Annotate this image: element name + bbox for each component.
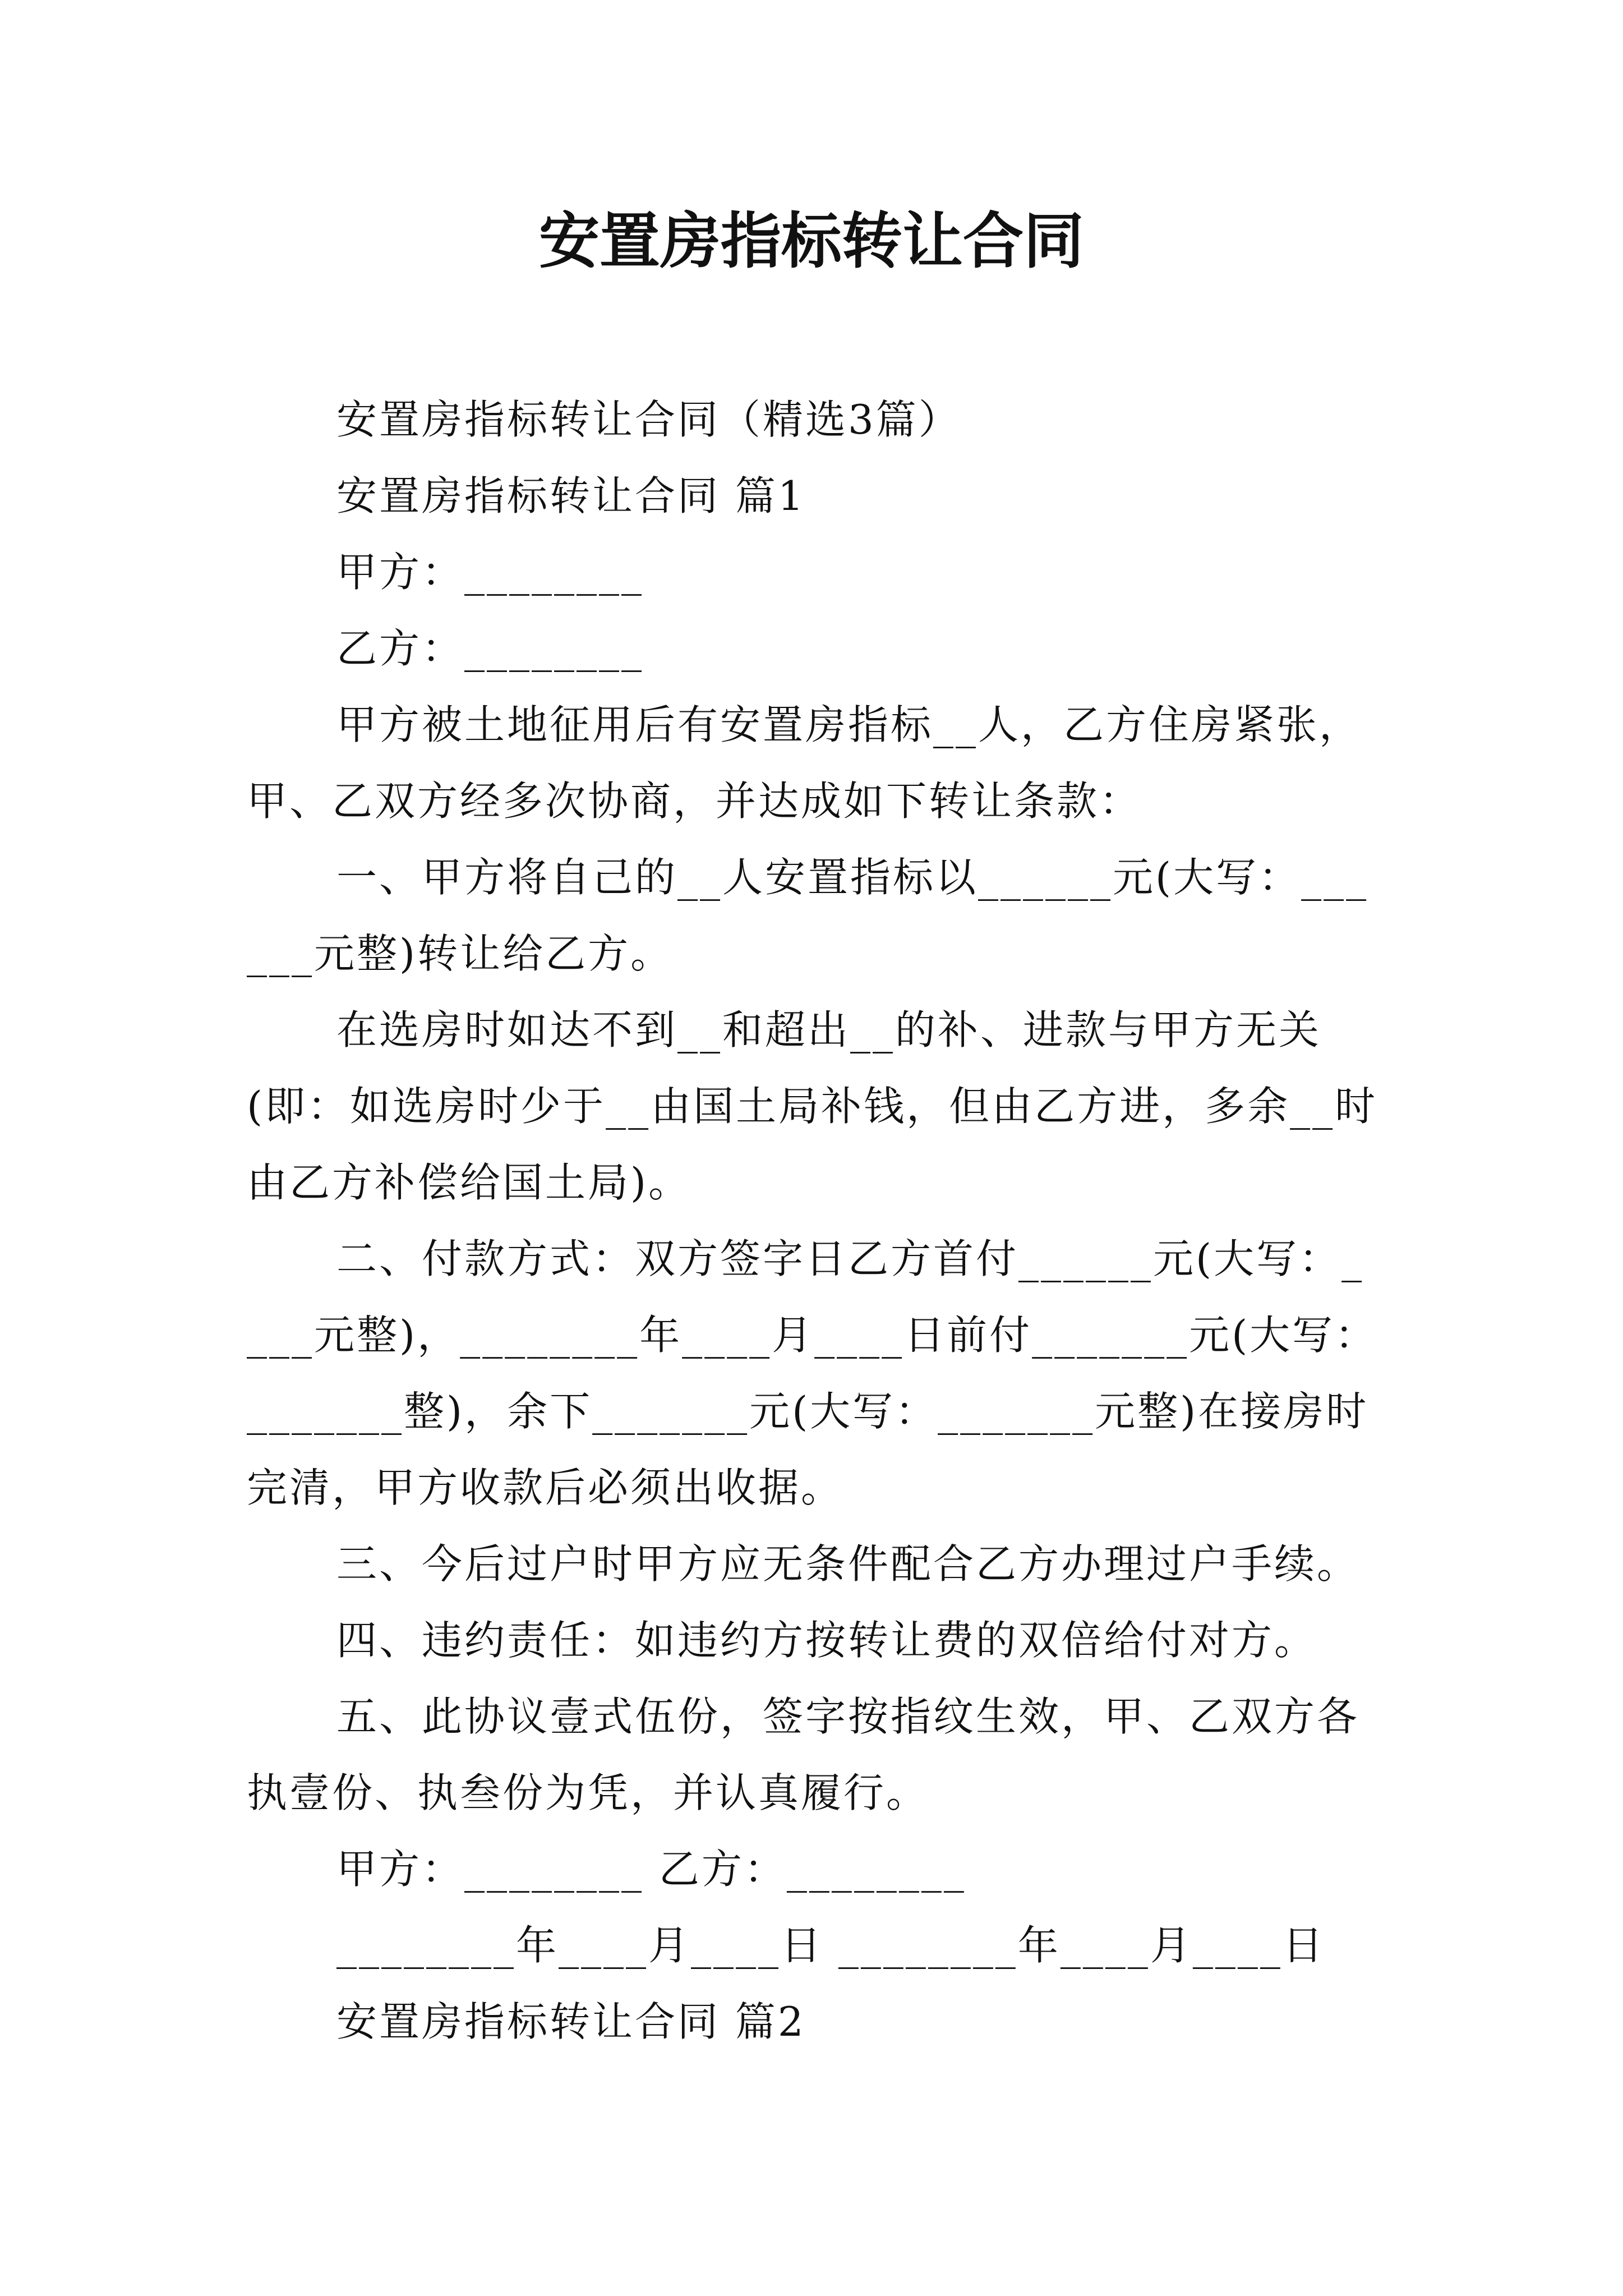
section-heading: 安置房指标转让合同 篇2 bbox=[336, 1998, 806, 2045]
paragraph: 甲方被土地征用后有安置房指标__人，乙方住房紧张，甲、乙双方经多次协商，并达成如下转让条款： bbox=[247, 701, 1362, 825]
section-heading: 安置房指标转让合同 篇1 bbox=[336, 472, 806, 519]
document-body bbox=[247, 381, 1385, 2060]
party-a-line: 甲方：________ bbox=[336, 549, 644, 596]
doc-subtitle: 安置房指标转让合同（精选3篇） bbox=[336, 396, 961, 443]
clause-4: 四、违约责任：如违约方按转让费的双倍给付对方。 bbox=[336, 1617, 1317, 1664]
clause-5: 五、此协议壹式伍份，签字按指纹生效，甲、乙双方各执壹份、执叁份为凭，并认真履行。 bbox=[247, 1693, 1360, 1816]
clause-2: 二、付款方式：双方签字日乙方首付______元(大写：____元整)，________年____月____日前付_______元(大写：_______整)，余下_______元(大写：_______元整)在接房时完清，甲方收款后必须出收据。 bbox=[247, 1235, 1378, 1511]
signature-line: 甲方：________ 乙方：________ bbox=[336, 1846, 966, 1893]
clause-3: 三、今后过户时甲方应无条件配合乙方办理过户手续。 bbox=[336, 1540, 1360, 1588]
paragraph: 在选房时如达不到__和超出__的补、进款与甲方无关(即：如选房时少于__由国土局补钱，但由乙方进，多余__时由乙方补偿给国土局)。 bbox=[247, 1006, 1378, 1206]
party-b-line: 乙方：________ bbox=[336, 625, 644, 672]
clause-1: 一、甲方将自己的__人安置指标以______元(大写：______元整)转让给乙方。 bbox=[247, 854, 1369, 977]
date-line: ________年____月____日 ________年____月____日 bbox=[336, 1922, 1325, 1969]
document-title: 安置房指标转让合同 bbox=[538, 206, 1084, 277]
